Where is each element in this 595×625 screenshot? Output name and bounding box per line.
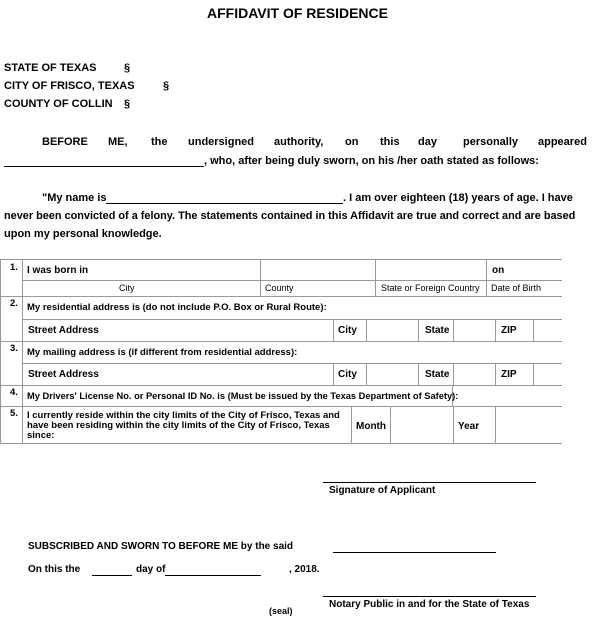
born-on-label: on bbox=[492, 265, 505, 276]
row-number: 1. bbox=[10, 262, 18, 273]
intro-word: day bbox=[418, 136, 437, 148]
statement-line3: upon my personal knowledge. bbox=[4, 228, 162, 240]
table-line bbox=[533, 319, 534, 341]
table-line bbox=[333, 363, 334, 385]
day-of-label: day of bbox=[136, 564, 166, 575]
table-line bbox=[486, 259, 487, 296]
street-label: Street Address bbox=[28, 325, 99, 336]
table-line bbox=[390, 406, 391, 443]
month-blank[interactable] bbox=[165, 563, 261, 576]
table-line bbox=[533, 363, 534, 385]
signature-line[interactable] bbox=[323, 472, 536, 483]
statement-name-prefix: "My name is bbox=[42, 192, 107, 204]
born-county-caption: County bbox=[265, 283, 294, 293]
intro-word: authority, bbox=[274, 136, 324, 148]
table-line bbox=[366, 319, 367, 341]
table-line bbox=[333, 319, 334, 341]
table-line bbox=[260, 259, 261, 296]
sworn-name-blank[interactable] bbox=[333, 540, 496, 553]
table-line bbox=[418, 319, 419, 341]
intro-word: on bbox=[345, 136, 359, 148]
residential-label: My residential address is (do not include P.O. Box or Rural Route): bbox=[27, 302, 327, 313]
table-line bbox=[453, 319, 454, 341]
section-symbol: § bbox=[163, 80, 170, 92]
born-dob-caption: Date of Birth bbox=[491, 283, 542, 293]
intro-word: personally bbox=[463, 136, 519, 148]
state-label: State bbox=[425, 369, 450, 380]
row-number: 2. bbox=[10, 298, 18, 309]
seal-label: (seal) bbox=[269, 606, 293, 616]
table-line bbox=[453, 406, 454, 443]
statement-line2: never been convicted of a felony. The statements contained in this Affidavit are true and correct and are based bbox=[4, 210, 576, 222]
table-line bbox=[22, 259, 23, 443]
city-label: City bbox=[338, 369, 357, 380]
reside-label-line3: since: bbox=[27, 430, 55, 441]
table-line bbox=[0, 341, 562, 342]
row-number: 5. bbox=[10, 408, 18, 419]
table-line bbox=[22, 363, 562, 364]
born-state-caption: State or Foreign Country bbox=[381, 283, 480, 293]
header-county: COUNTY OF COLLIN bbox=[4, 98, 113, 110]
zip-label: ZIP bbox=[501, 369, 517, 380]
zip-label: ZIP bbox=[501, 325, 517, 336]
header-city: CITY OF FRISCO, TEXAS bbox=[4, 80, 135, 92]
table-line bbox=[366, 363, 367, 385]
table-line bbox=[0, 406, 562, 407]
table-line bbox=[0, 296, 562, 297]
born-label: I was born in bbox=[27, 265, 89, 276]
section-symbol: § bbox=[124, 62, 131, 74]
intro-word: this bbox=[380, 136, 400, 148]
table-line bbox=[453, 363, 454, 385]
table-line bbox=[0, 385, 562, 386]
table-line bbox=[0, 443, 562, 444]
license-label: My Drivers' License No. or Personal ID No. is (Must be issued by the Texas Department of Safety): bbox=[27, 391, 459, 401]
reside-label-line2: have been residing within the city limits of the City of Frisco, Texas bbox=[27, 420, 330, 431]
appeared-name-blank[interactable] bbox=[4, 154, 204, 167]
section-symbol: § bbox=[124, 98, 131, 110]
signature-label: Signature of Applicant bbox=[329, 485, 436, 496]
table-line bbox=[0, 259, 1, 443]
intro-word: undersigned bbox=[188, 136, 255, 148]
table-line bbox=[495, 406, 496, 443]
street-label: Street Address bbox=[28, 369, 99, 380]
table-line bbox=[418, 363, 419, 385]
reside-label-line1: I currently reside within the city limits of the City of Frisco, Texas and bbox=[27, 410, 340, 421]
intro-line2: , who, after being duly sworn, on his /her oath stated as follows: bbox=[204, 155, 539, 167]
header-state: STATE OF TEXAS bbox=[4, 62, 97, 74]
name-blank[interactable] bbox=[106, 191, 343, 204]
statement-name-suffix: . I am over eighteen (18) years of age. I have bbox=[343, 192, 573, 204]
city-label: City bbox=[338, 325, 357, 336]
year-label: Year bbox=[458, 421, 480, 432]
notary-line[interactable] bbox=[323, 586, 536, 597]
table-line bbox=[495, 319, 496, 341]
intro-word: the bbox=[151, 136, 168, 148]
day-blank[interactable] bbox=[92, 563, 132, 576]
year-suffix: , 2018. bbox=[289, 564, 320, 575]
intro-word: BEFORE bbox=[42, 136, 88, 148]
table-line bbox=[22, 319, 562, 320]
table-line bbox=[351, 406, 352, 443]
document-title: AFFIDAVIT OF RESIDENCE bbox=[207, 5, 388, 21]
table-line bbox=[495, 363, 496, 385]
notary-label: Notary Public in and for the State of Texas bbox=[329, 599, 530, 610]
intro-word: ME, bbox=[108, 136, 128, 148]
intro-word: appeared bbox=[538, 136, 587, 148]
table-line bbox=[22, 280, 562, 281]
state-label: State bbox=[425, 325, 450, 336]
born-city-caption: City bbox=[119, 283, 135, 293]
sworn-text: SUBSCRIBED AND SWORN TO BEFORE ME by the said bbox=[28, 541, 294, 552]
mailing-label: My mailing address is (if different from residential address): bbox=[27, 347, 298, 358]
month-label: Month bbox=[356, 421, 386, 432]
on-this-the-label: On this the bbox=[28, 564, 81, 575]
table-line bbox=[375, 259, 376, 296]
row-number: 4. bbox=[10, 387, 18, 398]
table-line bbox=[0, 259, 562, 260]
row-number: 3. bbox=[10, 343, 18, 354]
